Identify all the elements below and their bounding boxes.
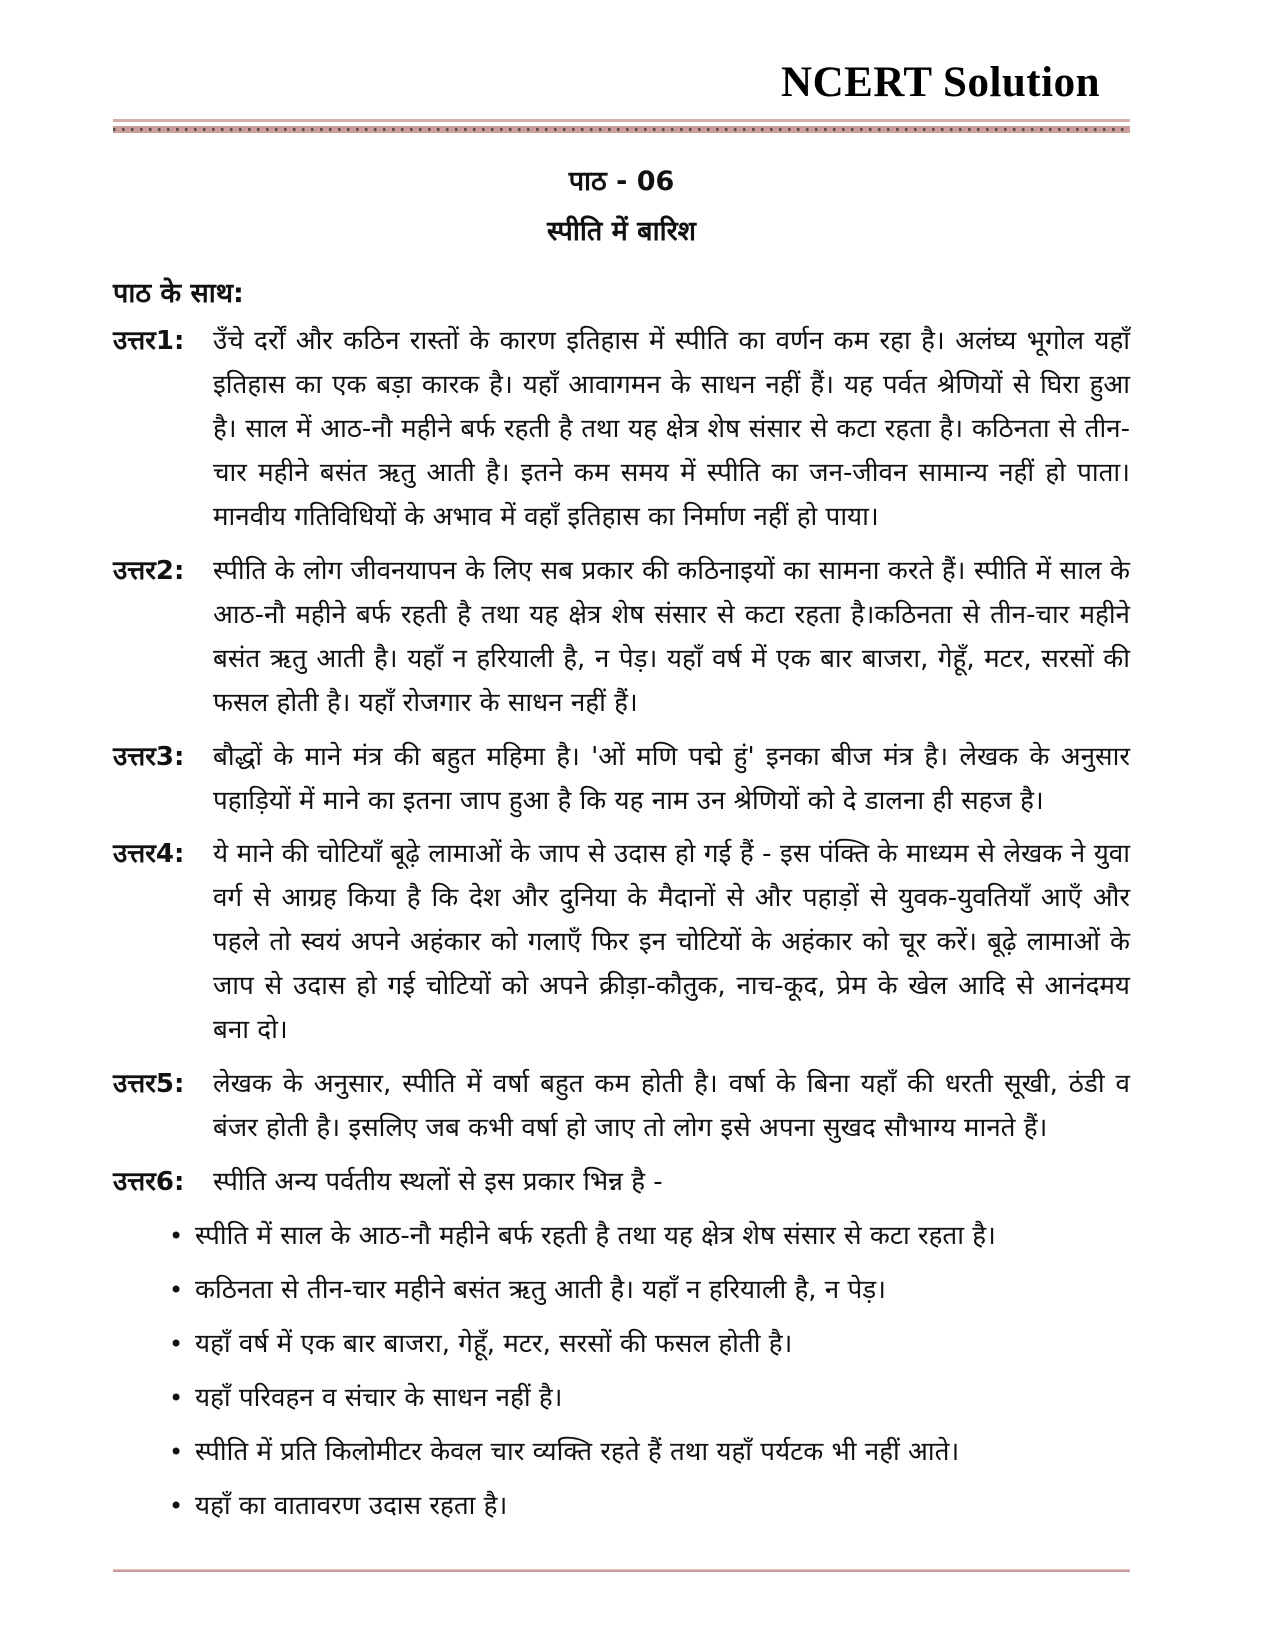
answer-text: स्पीति के लोग जीवनयापन के लिए सब प्रकार की कठिनाइयों का सामना करते हैं। स्पीति में साल के आठ-नौ महीने बर्फ रहती है तथा यह क्षेत्र शेष संसार से कटा रहता है।कठिनता से तीन-चार महीने बसंत ऋतु आती है। यहाँ न हरियाली है, न पेड़। यहाँ वर्ष में एक बार बाजरा, गेहूँ, मटर, सरसों की फसल होती है। यहाँ रोजगार के साधन नहीं हैं। xyxy=(213,555,1130,718)
bullet-icon: • xyxy=(169,1275,184,1304)
bullet-text: कठिनता से तीन-चार महीने बसंत ऋतु आती है। यहाँ न हरियाली है, न पेड़। xyxy=(195,1274,887,1305)
bullet-item xyxy=(169,1215,1130,1259)
answers-list xyxy=(113,320,1130,1528)
bullet-item xyxy=(169,1269,1130,1313)
bullet-icon: • xyxy=(169,1437,184,1466)
answer-block-5 xyxy=(113,1063,1130,1151)
bullet-icon: • xyxy=(169,1491,184,1520)
bullet-text: स्पीति में साल के आठ-नौ महीने बर्फ रहती है तथा यह क्षेत्र शेष संसार से कटा रहता है। xyxy=(195,1220,996,1251)
lesson-number: पाठ - 06 xyxy=(568,166,675,198)
answer-block-4 xyxy=(113,833,1130,1053)
document-title: NCERT Solution xyxy=(781,59,1100,106)
bullet-list xyxy=(113,1215,1130,1529)
bullet-item xyxy=(169,1431,1130,1475)
answer-label: उत्तर6: xyxy=(113,1167,185,1197)
bullet-text: यहाँ का वातावरण उदास रहता है। xyxy=(195,1490,508,1521)
bullet-text: यहाँ वर्ष में एक बार बाजरा, गेहूँ, मटर, सरसों की फसल होती है। xyxy=(195,1328,793,1359)
bullet-icon: • xyxy=(169,1329,184,1358)
answer-text: ये माने की चोटियाँ बूढ़े लामाओं के जाप से उदास हो गई हैं - इस पंक्ति के माध्यम से लेखक ने युवा वर्ग से आग्रह किया है कि देश और दुनिया के मैदानों से और पहाड़ों से युवक-युवतियाँ आएँ और पहले तो स्वयं अपने अहंकार को गलाएँ फिर इन चोटियों के अहंकार को चूर करें। बूढ़े लामाओं के जाप से उदास हो गई चोटियों को अपने क्रीड़ा-कौतुक, नाच-कूद, प्रेम के खेल आदि से आनंदमय बना दो। xyxy=(213,839,1130,1046)
answer-label: उत्तर4: xyxy=(113,839,185,870)
lesson-title: स्पीति में बारिश xyxy=(547,216,696,248)
footer-divider xyxy=(113,1569,1130,1572)
answer-label: उत्तर2: xyxy=(113,555,185,586)
answer-label: उत्तर1: xyxy=(113,326,185,357)
answer-text: लेखक के अनुसार, स्पीति में वर्षा बहुत कम होती है। वर्षा के बिना यहाँ की धरती सूखी, ठंडी व बंजर होती है। इसलिए जब कभी वर्षा हो जाए तो लोग इसे अपना सुखद सौभाग्य मानते हैं। xyxy=(213,1069,1130,1144)
answer-label: उत्तर5: xyxy=(113,1069,185,1100)
answer-text: स्पीति अन्य पर्वतीय स्थलों से इस प्रकार भिन्न है - xyxy=(213,1167,663,1197)
bullet-item xyxy=(169,1323,1130,1367)
section-heading: पाठ के साथ: xyxy=(113,278,244,310)
bullet-item xyxy=(169,1377,1130,1421)
answer-block-1 xyxy=(113,320,1130,540)
answer-block-6 xyxy=(113,1161,1130,1205)
header-divider xyxy=(113,119,1130,133)
bullet-text: यहाँ परिवहन व संचार के साधन नहीं है। xyxy=(195,1382,563,1413)
bullet-icon: • xyxy=(169,1221,184,1250)
bullet-icon: • xyxy=(169,1383,184,1412)
answer-label: उत्तर3: xyxy=(113,741,185,772)
header-divider-dashed-line xyxy=(113,126,1130,133)
lesson-heading xyxy=(113,161,1130,253)
bullet-item xyxy=(169,1485,1130,1529)
answer-text: बौद्धों के माने मंत्र की बहुत महिमा है। 'ओं मणि पद्मे हुं' इनका बीज मंत्र है। लेखक के अनुसार पहाड़ियों में माने का इतना जाप हुआ है कि यह नाम उन श्रेणियों को दे डालना ही सहज है। xyxy=(213,741,1130,816)
answer-block-2 xyxy=(113,550,1130,726)
answer-block-3 xyxy=(113,736,1130,824)
bullet-text: स्पीति में प्रति किलोमीटर केवल चार व्यक्ति रहते हैं तथा यहाँ पर्यटक भी नहीं आते। xyxy=(195,1436,960,1467)
answer-text: उँचे दर्रों और कठिन रास्तों के कारण इतिहास में स्पीति का वर्णन कम रहा है। अलंघ्य भूगोल यहाँ इतिहास का एक बड़ा कारक है। यहाँ आवागमन के साधन नहीं हैं। यह पर्वत श्रेणियों से घिरा हुआ है। साल में आठ-नौ महीने बर्फ रहती है तथा यह क्षेत्र शेष संसार से कटा रहता है। कठिनता से तीन-चार महीने बसंत ऋतु आती है। इतने कम समय में स्पीति का जन-जीवन सामान्य नहीं हो पाता। मानवीय गतिविधियों के अभाव में वहाँ इतिहास का निर्माण नहीं हो पाया। xyxy=(213,326,1130,532)
